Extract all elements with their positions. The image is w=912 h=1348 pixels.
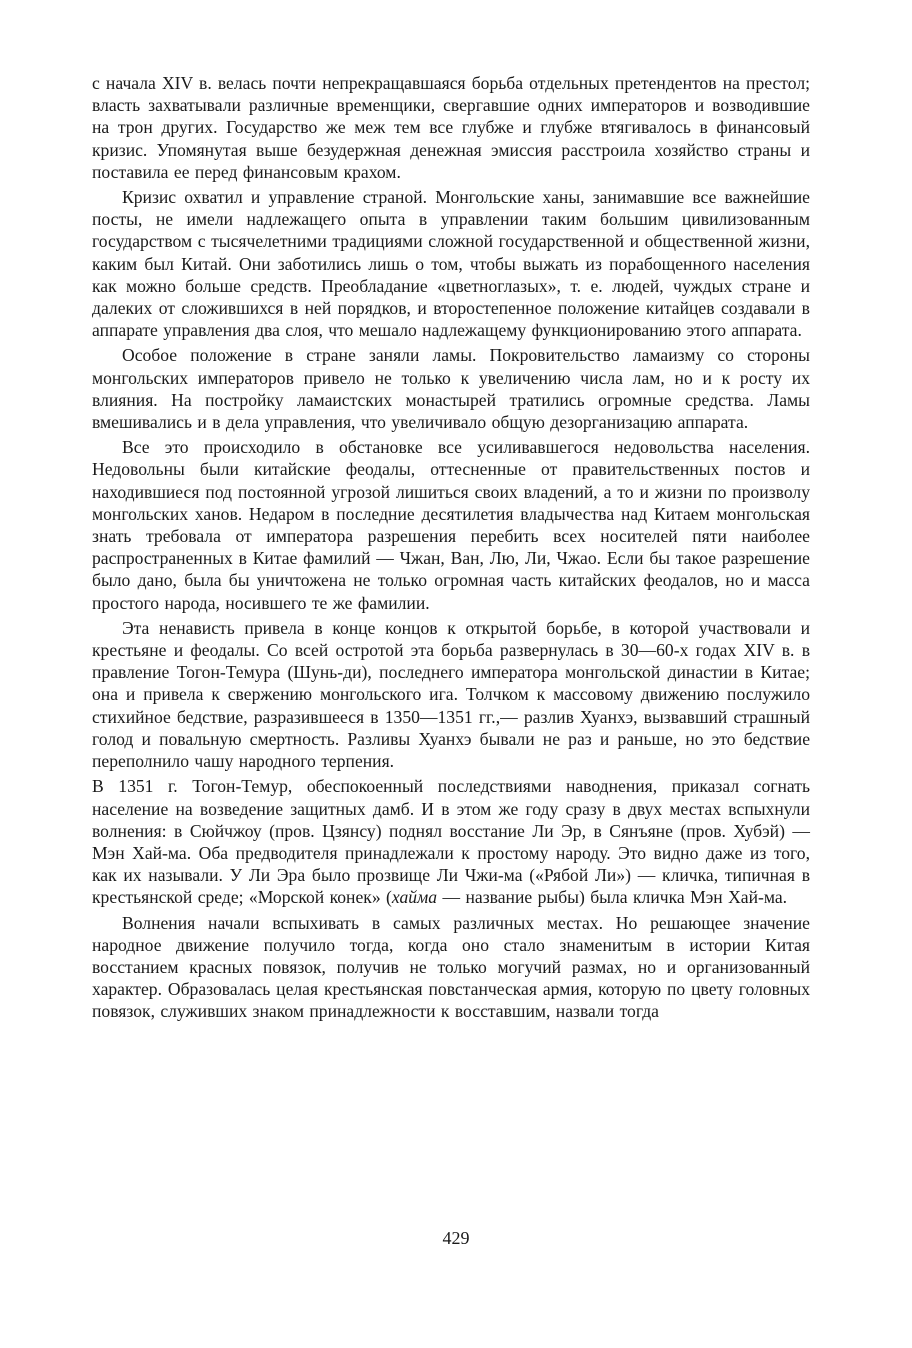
page-body xyxy=(92,72,810,1026)
paragraph-2: Кризис охватил и управление страной. Монгольские ханы, занимавшие все важнейшие посты, не имели надлежащего опыта в управлении таким большим цивилизованным государством с тысячелетними традициями сложной государственной и общественной жизни, каким был Китай. Они заботились лишь о том, чтобы выжать из порабощенного населения как можно больше средств. Преобладание «цветноглазых», т. е. людей, чуждых стране и далеких от сложившихся в ней порядков, и второстепенное положение китайцев создавали в аппарате управления два слоя, что мешало надлежащему функционированию этого аппарата. xyxy=(92,187,810,341)
paragraph-6-text: В 1351 г. Тогон-Темур, обеспокоенный последствиями наводнения, приказал согнать население на возведение защитных дамб. И в этом же году сразу в двух местах вспыхнули волнения: в Сюйчжоу (пров. Цзянсу) поднял восстание Ли Эр, в Сянъяне (пров. Хубэй) — Мэн Хай-ма. Оба предводителя принадлежали к простому народу. Это видно даже из того, как их называли. У Ли Эра было прозвище Ли Чжи-ма («Рябой Ли») — кличка, типичная в крестьянской среде; «Морской конек» xyxy=(92,776,810,908)
paragraph-6-tail-rest: — название рыбы) была кличка Мэн Хай-ма. xyxy=(437,887,788,908)
paragraph-6 xyxy=(92,775,810,908)
paragraph-6-tail: (хайма — название рыбы) была кличка Мэн Хай-ма. xyxy=(386,887,788,908)
paragraph-5: Эта ненависть привела в конце концов к открытой борьбе, в которой участвовали и крестьяне и феодалы. Со всей остротой эта борьба развернулась в 30—60-х годах XIV в. в правление Тогон-Темура (Шунь-ди), последнего императора монгольской династии в Китае; она и привела к свержению монгольского ига. Толчком к массовому движению послужило стихийное бедствие, разразившееся в 1350—1351 гг.,— разлив Хуанхэ, вызвавший страшный голод и повальную смертность. Разливы Хуанхэ бывали не раз и раньше, но это бедствие переполнило чашу народного терпения. xyxy=(92,617,810,772)
page-number: 429 xyxy=(442,1228,470,1248)
paragraph-7: Волнения начали вспыхивать в самых различных местах. Но решающее значение народное движение получило тогда, когда оно стало знаменитым в истории Китая восстанием красных повязок, получив не только могучий размах, но и организованный характер. Образовалась целая крестьянская повстанческая армия, которую по цвету головных повязок, служивших знаком принадлежности к восставшим, назвали тогда xyxy=(92,912,810,1022)
paragraph-4: Все это происходило в обстановке все усиливавшегося недовольства населения. Недовольны были китайские феодалы, оттесненные от правительственных постов и находившиеся под постоянной угрозой лишиться своих владений, а то и жизни по произволу монгольских ханов. Недаром в последние десятилетия владычества над Китаем монгольская знать требовала от императора разрешения перебить всех носителей пяти наиболее распространенных в Китае фамилий — Чжан, Ван, Лю, Ли, Чжао. Если бы такое разрешение было дано, была бы уничтожена не только огромная часть китайских феодалов, но и масса простого народа, носившего те же фамилии. xyxy=(92,437,810,613)
italic-term: хайма xyxy=(391,887,438,908)
paragraph-1: с начала XIV в. велась почти непрекращавшаяся борьба отдельных претендентов на престол; власть захватывали различные временщики, свергавшие одних императоров и возводившие на трон других. Государство же меж тем все глубже и глубже втягивалось в финансовый кризис. Упомянутая выше безудержная денежная эмиссия расстроила хозяйство страны и поставила ее перед финансовым крахом. xyxy=(92,73,810,182)
paragraph-3: Особое положение в стране заняли ламы. Покровительство ламаизму со стороны монгольских императоров привело не только к увеличению числа лам, но и к росту их влияния. На постройку ламаистских монастырей тратились огромные средства. Ламы вмешивались и в дела управления, что увеличивало общую дезорганизацию аппарата. xyxy=(92,345,810,433)
